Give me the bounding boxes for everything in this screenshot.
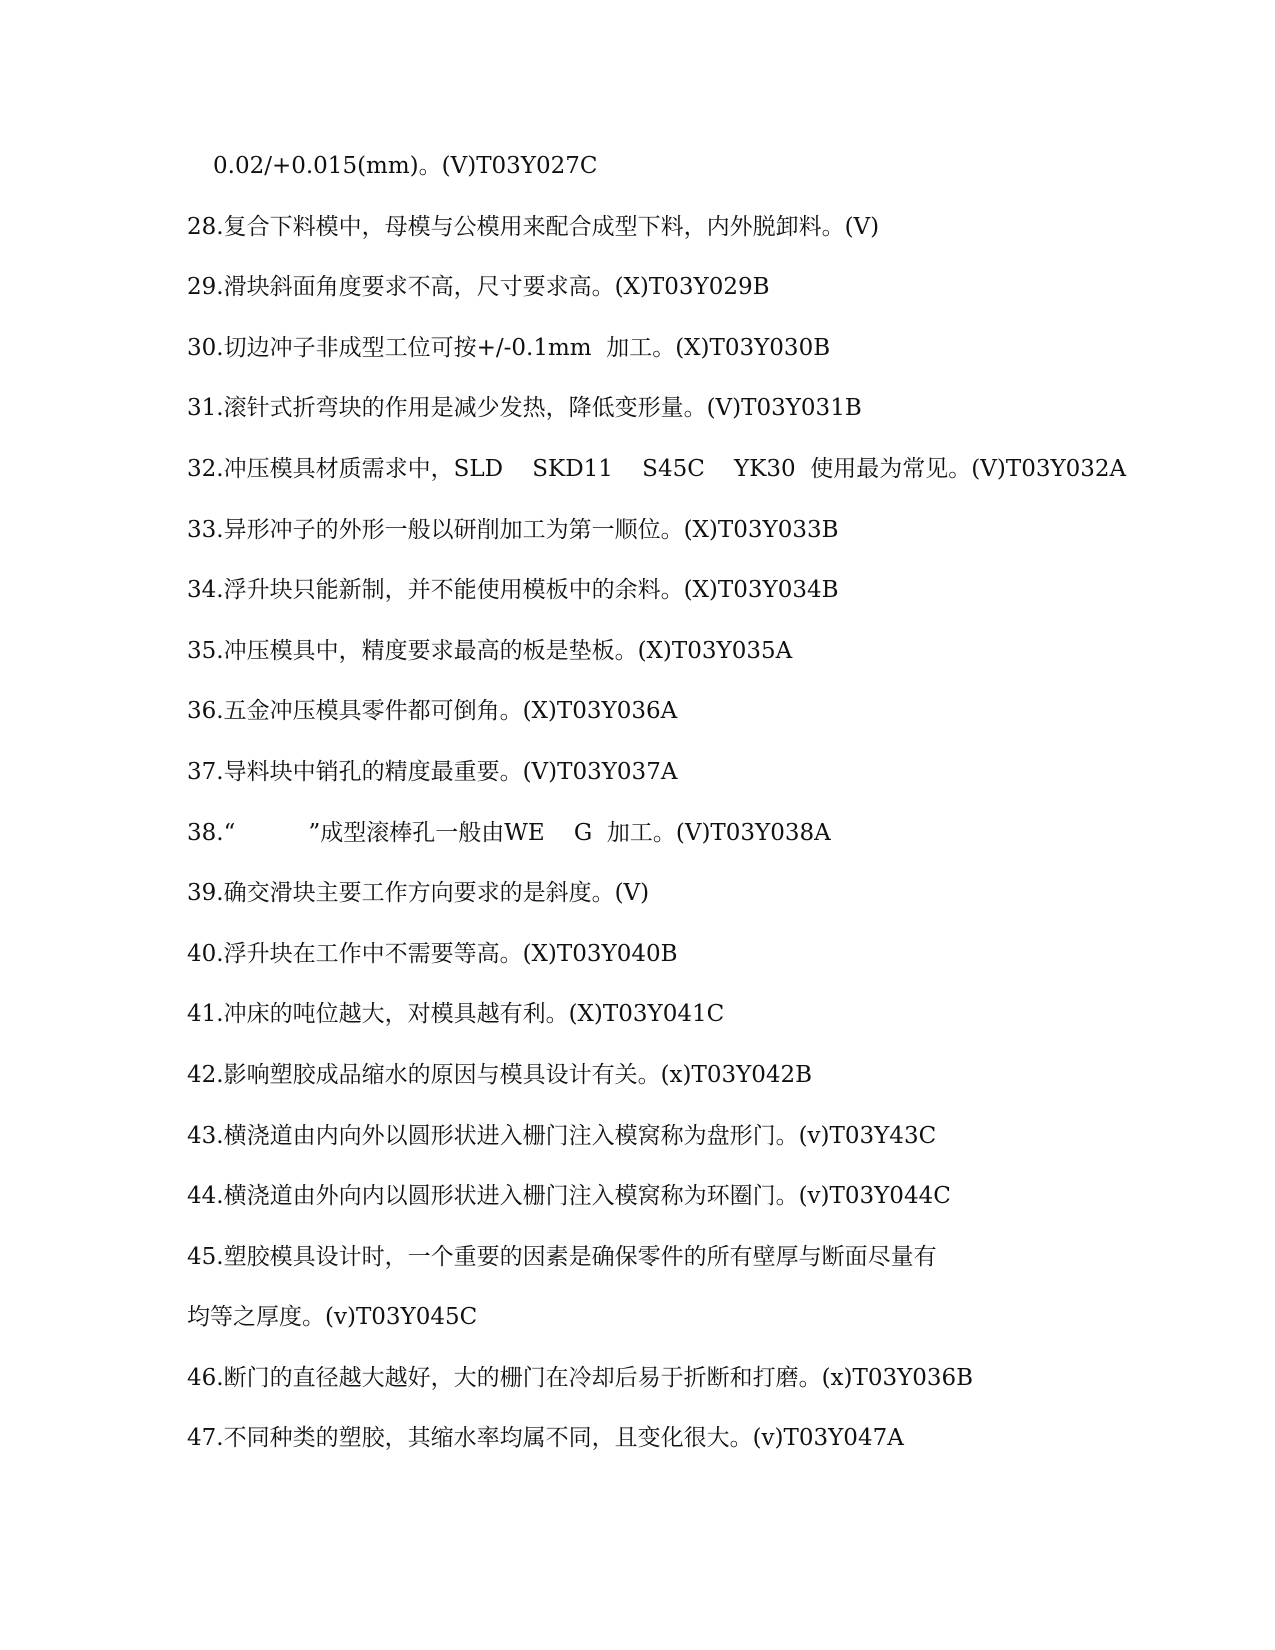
question-item: 37.导料块中销孔的精度最重要。(V)T03Y037A (187, 758, 678, 785)
question-item: 29.滑块斜面角度要求不高，尺寸要求高。(X)T03Y029B (187, 274, 770, 301)
question-item: 32.冲压模具材质需求中，SLD SKD11 S45C YK30 使用最为常见。(V)T03Y032A (187, 455, 1127, 482)
question-item: 33.异形冲子的外形一般以研削加工为第一顺位。(X)T03Y033B (187, 516, 839, 543)
question-item: 30.切边冲子非成型工位可按+/-0.1mm 加工。(X)T03Y030B (187, 334, 831, 361)
question-item: 42.影响塑胶成品缩水的原因与模具设计有关。(x)T03Y042B (187, 1061, 813, 1088)
question-item: 44.横浇道由外向内以圆形状进入栅门注入模窝称为环圈门。(v)T03Y044C (187, 1183, 951, 1210)
question-item: 34.浮升块只能新制，并不能使用模板中的余料。(X)T03Y034B (187, 577, 839, 604)
question-item: 45.塑胶模具设计时，一个重要的因素是确保零件的所有壁厚与断面尽量有 (187, 1243, 937, 1270)
question-item: 38.“ ”成型滚棒孔一般由WE G 加工。(V)T03Y038A (187, 819, 831, 846)
question-item: 39.确交滑块主要工作方向要求的是斜度。(V) (187, 880, 650, 907)
question-item: 41.冲床的吨位越大，对模具越有利。(X)T03Y041C (187, 1001, 725, 1028)
question-item: 36.五金冲压模具零件都可倒角。(X)T03Y036A (187, 698, 678, 725)
question-item: 31.滚针式折弯块的作用是减少发热，降低变形量。(V)T03Y031B (187, 395, 862, 422)
question-item: 47.不同种类的塑胶，其缩水率均属不同，且变化很大。(v)T03Y047A (187, 1425, 904, 1452)
question-item: 43.横浇道由内向外以圆形状进入栅门注入模窝称为盘形门。(v)T03Y43C (187, 1122, 937, 1149)
text-line: 均等之厚度。(v)T03Y045C (187, 1304, 478, 1331)
question-list (187, 146, 1187, 1479)
question-item: 46.断门的直径越大越好，大的栅门在冷却后易于折断和打磨。(x)T03Y036B (187, 1364, 974, 1391)
text-line: 0.02/+0.015(mm)。(V)T03Y027C (213, 153, 598, 179)
question-item: 35.冲压模具中，精度要求最高的板是垫板。(X)T03Y035A (187, 637, 793, 664)
question-item: 28.复合下料模中，母模与公模用来配合成型下料，内外脱卸料。(V) (187, 213, 880, 240)
question-item: 40.浮升块在工作中不需要等高。(X)T03Y040B (187, 940, 678, 967)
